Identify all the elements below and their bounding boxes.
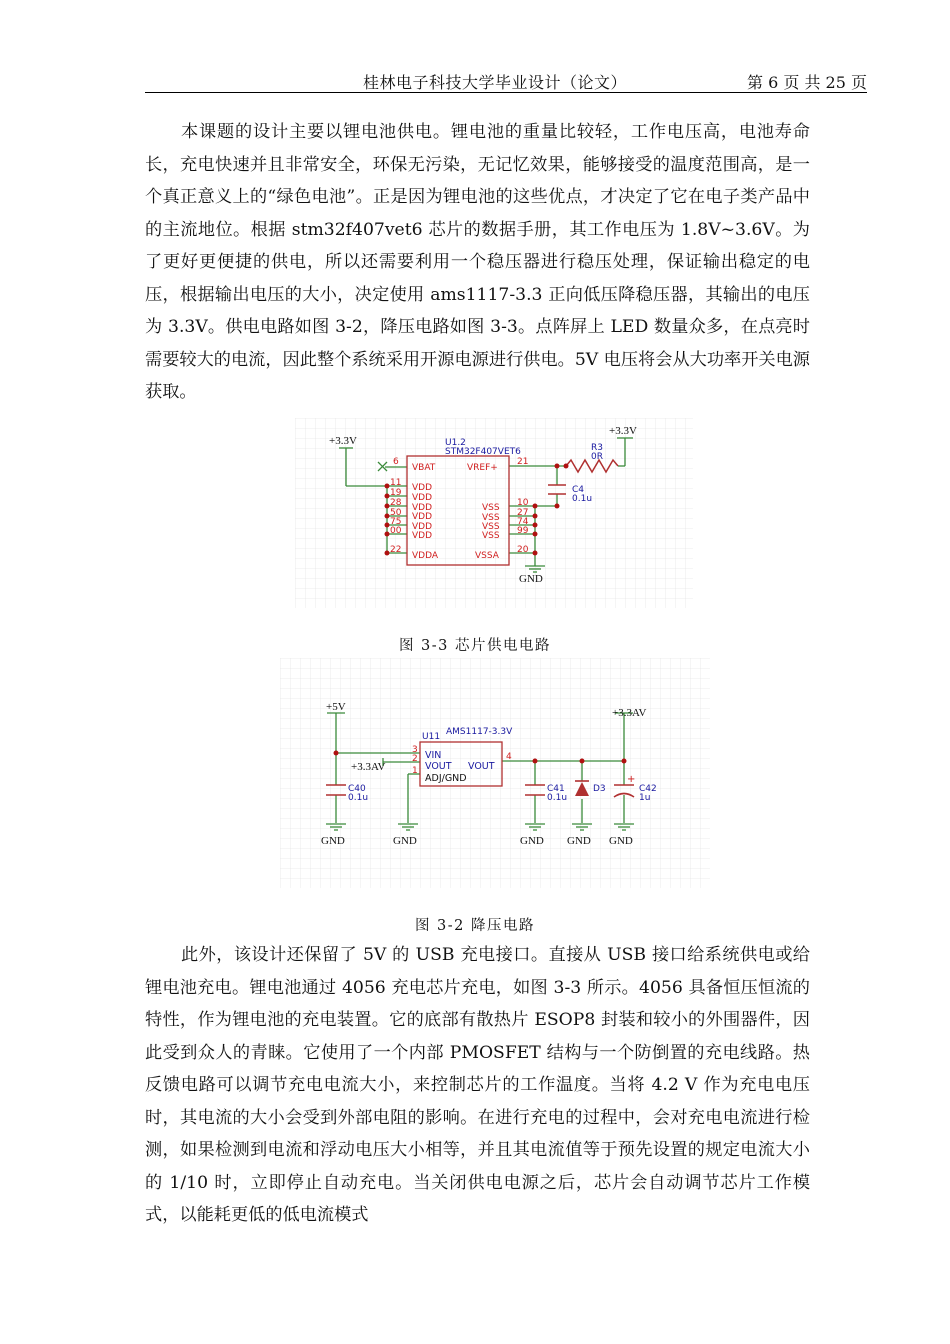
body-paragraph-2: 此外，该设计还保留了 5V 的 USB 充电接口。直接从 USB 接口给系统供电或给锂电池充电。锂电池通过 4056 充电芯片充电，如图 3-3 所示。4056 具备恒压恒流的特性，作为锂电池的充电装置。它的底部有散热片 ESOP8 封装和较小的外围器件，因此受到众人的青睐。它使用了一个内部 PMOSFET 结构与一个防倒置的充电线路。热反馈电路可以调节充电电流大小，来控制芯片的工作温度。当将 4.2 V 作为充电电压时，其电流的大小会受到外部电阻的影响。在进行充电的过程中，会对充电电流进行检测，如果检测到电流和浮动电压大小相等，并且其电流值等于预先设置的规定电流大小的 1/10 时，立即停止自动充电。当关闭供电电源之后，芯片会自动调节芯片工作模式，以能耗更低的低电流模式 xyxy=(145,945,810,1225)
c40-value: 0.1u xyxy=(348,793,369,803)
chip-part: AMS1117-3.3V xyxy=(446,727,513,737)
pin-number: 28 xyxy=(390,498,402,508)
pin-number: 4 xyxy=(506,752,512,762)
pin-name: VDD xyxy=(412,531,433,541)
pin-number: 20 xyxy=(517,545,529,555)
pin-number: 21 xyxy=(517,457,529,467)
header-title: 桂林电子科技大学毕业设计（论文） xyxy=(363,73,628,92)
gnd-label: GND xyxy=(520,835,544,847)
figure-1-caption: 图 3-3 芯片供电电路 xyxy=(398,638,552,654)
d3-ref: D3 xyxy=(593,784,606,794)
chip-part: STM32F407VET6 xyxy=(445,447,521,457)
figure-2-caption: 图 3-2 降压电路 xyxy=(414,918,536,934)
pin-number: 3 xyxy=(412,745,418,755)
pin-name: VSS xyxy=(482,531,500,541)
c41-ref: C41 xyxy=(547,784,565,794)
schematic-step-down xyxy=(280,658,710,888)
c41-value: 0.1u xyxy=(547,793,568,803)
vout-input-label: +3.3AV xyxy=(351,761,386,773)
vcc-right-label: +3.3V xyxy=(609,425,637,437)
figure-chip-power xyxy=(295,418,693,608)
pin-name: VREF+ xyxy=(467,463,498,473)
gnd-label: GND xyxy=(393,835,417,847)
pin-name: VBAT xyxy=(412,463,436,473)
pin-number: 10 xyxy=(517,498,529,508)
cap-value: 0.1u xyxy=(572,494,593,504)
vout-label: +3.3AV xyxy=(612,707,647,719)
pin-number: 19 xyxy=(390,488,402,498)
pin-name: VSS xyxy=(482,503,500,513)
pin-number: 2 xyxy=(412,754,418,764)
figure-step-down xyxy=(280,658,710,888)
pin-name: VSSA xyxy=(475,551,499,561)
vin-label: +5V xyxy=(326,701,346,713)
gnd-label: GND xyxy=(567,835,591,847)
pin-name: VOUT xyxy=(425,761,452,772)
c40-ref: C40 xyxy=(348,784,366,794)
polarity-mark: + xyxy=(627,774,636,785)
pin-number: 1 xyxy=(412,766,418,776)
chip-ref: U1.2 xyxy=(445,438,466,448)
page-header xyxy=(145,70,867,93)
pin-number: 27 xyxy=(517,508,529,518)
pin-number: 22 xyxy=(390,545,402,555)
vcc-left-label: +3.3V xyxy=(329,435,357,447)
c42-ref: C42 xyxy=(639,784,657,794)
pin-name: VDD xyxy=(412,512,433,522)
pin-number: 50 xyxy=(390,508,402,518)
pin-name: VSS xyxy=(482,522,500,532)
gnd-label: GND xyxy=(609,835,633,847)
pin-name: VDD xyxy=(412,522,433,532)
cap-ref: C4 xyxy=(572,485,585,495)
page-number: 第 6 页 共 25 页 xyxy=(747,73,867,92)
pin-number: 00 xyxy=(390,526,402,536)
body-paragraph-1: 本课题的设计主要以锂电池供电。锂电池的重量比较轻，工作电压高，电池寿命长，充电快速并且非常安全，环保无污染，无记忆效果，能够接受的温度范围高，是一个真正意义上的“绿色电池”。正是因为锂电池的这些优点，才决定了它在电子类产品中的主流地位。根据 stm32f407vet6 芯片的数据手册，其工作电压为 1.8V~3.6V。为了更好更便捷的供电，所以还需要利用一个稳压器进行稳压处理，保证输出稳定的电压，根据输出电压的大小，决定使用 ams1117-3.3 正向低压降稳压器，其输出的电压为 3.3V。供电电路如图 3-2，降压电路如图 3-3。点阵屏上 LED 数量众多，在点亮时需要较大的电流，因此整个系统采用开源电源进行供电。5V 电压将会从大功率开关电源获取。 xyxy=(145,122,810,402)
schematic-chip-power xyxy=(295,418,693,608)
pin-number: 99 xyxy=(517,526,529,536)
pin-name: ADJ/GND xyxy=(425,773,467,784)
pin-name: VSS xyxy=(482,513,500,523)
pin-name: VDD xyxy=(412,503,433,513)
pin-number: 6 xyxy=(393,457,399,467)
pin-name: VDDA xyxy=(412,551,439,561)
gnd-label: GND xyxy=(321,835,345,847)
gnd-label: GND xyxy=(519,573,543,585)
pin-number: 11 xyxy=(390,478,402,488)
pin-name: VIN xyxy=(425,750,442,761)
resistor-ref: R3 xyxy=(591,443,603,453)
chip-ref: U11 xyxy=(422,732,441,742)
pin-name: VDD xyxy=(412,493,433,503)
pin-name: VDD xyxy=(412,483,433,493)
pin-number: 74 xyxy=(517,517,529,527)
pin-name-vout: VOUT xyxy=(468,761,495,772)
c42-value: 1u xyxy=(639,793,651,803)
resistor-value: 0R xyxy=(591,452,603,462)
pin-number: 75 xyxy=(390,517,402,527)
